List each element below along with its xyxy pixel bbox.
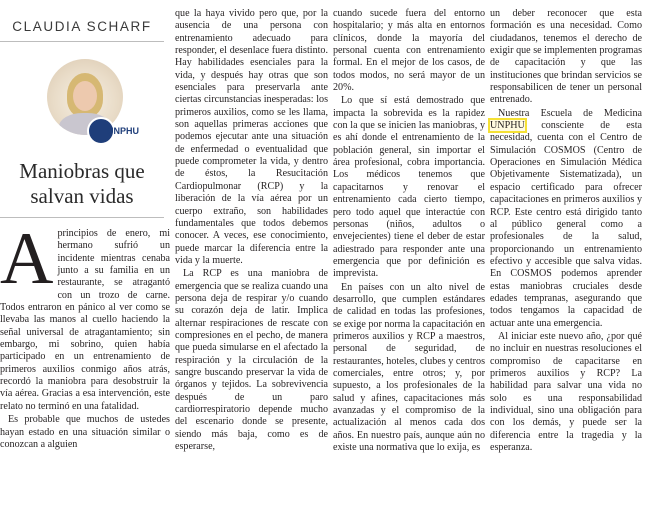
article-lead bbox=[0, 218, 170, 451]
highlighted-unphu: UNPHU bbox=[490, 120, 525, 132]
column-2 bbox=[175, 8, 328, 453]
text-segment: consciente de esta necesidad, cuenta con el Centro de Simulación COSMOS (Centro de Operaciones en Simulación Médica Objetivamente Sistematizada), un espacio certificado para ofrecer capacitaciones en primeros auxilios y RCP. Este centro está dirigido tanto al público general como a profesionales de la salud, proporcionando un entrenamiento efectivo y accesible que salva vidas. En COSMOS podemos aprender estas maniobras cruciales desde edades tempranas, asegurando que todos tengamos la capacidad de actuar ante una emergencia. bbox=[490, 120, 642, 329]
text-segment: Nuestra Escuela de Medicina bbox=[498, 107, 642, 119]
paragraph: principios de enero, mi hermano sufrió un incidente mientras cenaba junto a su familia en un restaurante, se atragantó con un trozo de carne. Todos entraron en pánico al ver como se llevaba las manos al cuello haciendo la señal universal de atragantamiento; sin embargo, mi sobrino, quien había participado en un entrenamiento de primeros auxilios conmigo años atrás, recordó la maniobra para desobstruir la vía aérea. Gracias a esa intervención, este relato no terminó en una fatalidad. bbox=[0, 228, 170, 412]
paragraph: cuando sucede fuera del entorno hospitalario; y más alta en entornos clínicos, donde la mayoría del personal cuenta con entrenamiento formal. En el mejor de los casos, de todos modos, no será mayor de un 20%. bbox=[333, 8, 485, 94]
column-1 bbox=[0, 8, 170, 451]
headline: Maniobras que salvan vidas bbox=[19, 159, 145, 208]
logo-text: UNPHU bbox=[107, 126, 140, 136]
paragraph: Al iniciar este nuevo año, ¿por qué no incluir en nuestras resoluciones el compromiso de capacitarse en primeros auxilios y RCP? La habilidad para salvar una vida no solo es una responsabilidad individual, sino una obligación para con los demás, y puede ser la diferencia entre la tragedia y la esperanza. bbox=[490, 330, 642, 454]
paragraph: En países con un alto nivel de desarrollo, que cumplen estándares de calidad en todas las profesiones, se exige por norma la capacitación en primeros auxilios y RCP a maestros, personal de seguridad, de restaurantes, hoteles, clubes y centros comerciales, entre otros; y, por supuesto, a los profesionales de la salud y afines, capacitaciones más avanzadas y el compromiso de la actualización al menos cada dos años. En nuestro país, aunque aún no existe una normativa que lo exija, es bbox=[333, 281, 485, 454]
paragraph: La RCP es una maniobra de emergencia que se realiza cuando una persona deja de respirar y/o cuando su corazón deja de latir. Implica alternar respiraciones de rescate con compresiones en el pecho, de manera que pueda simularse en el afectado la respiración y la circulación de la sangre buscando preservar la vida de órganos y tejidos. La sobrevivencia después de un paro cardiorrespiratorio depende mucho del escenario donde se presente, siendo más baja, como es de esperarse, bbox=[175, 268, 328, 453]
author-photo bbox=[33, 51, 140, 155]
paragraph: Lo que sí está demostrado que impacta la sobrevida es la rapidez con la que se inicien las maniobras, y es ahí donde el entrenamiento de la población general, sin importar el área profesional, cobra importancia. Los médicos tenemos que capacitarnos y renovar el entrenamiento cada cierto tiempo, pero todo aquel que interactúe con personas (niños, adultos o envejecientes) tiene el deber de estar adiestrado para responder ante una emergencia que por definición es imprevista. bbox=[333, 95, 485, 280]
column-4 bbox=[490, 8, 642, 454]
paragraph: Es probable que muchos de ustedes hayan estado en una situación similar o conozcan a alguien bbox=[0, 414, 170, 450]
paragraph bbox=[490, 108, 642, 330]
column-3 bbox=[333, 8, 485, 454]
paragraph: un deber reconocer que esta formación es una necesidad. Como ciudadanos, tenemos el derecho de exigir que se implementen programas de capacitación y que las instituciones que brindan servicios se responsabilicen de tener un personal entrenado. bbox=[490, 8, 642, 106]
author-name: CLAUDIA SCHARF bbox=[0, 8, 164, 42]
dropcap: A bbox=[0, 218, 54, 300]
paragraph: que la haya vivido pero que, por la ausencia de una persona con entrenamiento adecuado para responder, el desenlace fuera distinto. Hay habilidades esenciales para la vida, y después hay otras que son esenciales para preservarla ante ciertas circunstancias inesperadas: los primeros auxilios, como se les llama, son aquellas primeras acciones que podemos ejecutar ante una situación de enfermedad o eventualidad que puede comprometer la vida, y dentro de éstos, la Resucitación Cardiopulmonar (RCP) y la liberación de la vía aérea por un cuerpo extraño, son habilidades fundamentales que todos debemos conocer. A veces, ese conocimiento, puede marcar la diferencia entre la vida y la muerte. bbox=[175, 8, 328, 266]
